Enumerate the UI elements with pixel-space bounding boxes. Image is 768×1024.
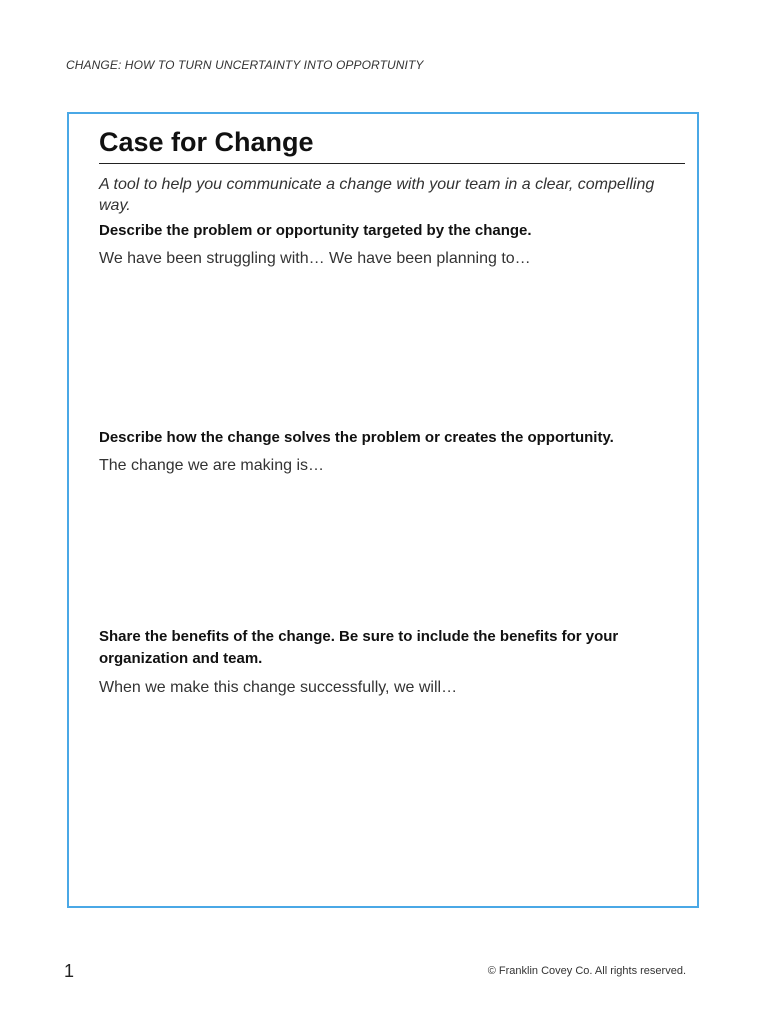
page-number: 1 [64, 961, 75, 981]
title-divider [99, 163, 685, 164]
running-header: CHANGE: HOW TO TURN UNCERTAINTY INTO OPPORTUNITY [66, 58, 424, 72]
section-2-starter: The change we are making is… [99, 457, 324, 474]
section-3-prompt: Share the benefits of the change. Be sure to include the benefits for your organization and team. [99, 628, 619, 667]
worksheet-subtitle: A tool to help you communicate a change with your team in a clear, compelling way. [99, 176, 655, 214]
section-3-starter: When we make this change successfully, we will… [99, 679, 458, 696]
section-2-prompt: Describe how the change solves the problem or creates the opportunity. [99, 429, 614, 446]
section-1-prompt: Describe the problem or opportunity targeted by the change. [99, 222, 532, 239]
section-1-starter: We have been struggling with… We have been planning to… [99, 250, 531, 267]
worksheet-title: Case for Change [99, 127, 314, 157]
copyright-notice: © Franklin Covey Co. All rights reserved. [487, 965, 686, 977]
